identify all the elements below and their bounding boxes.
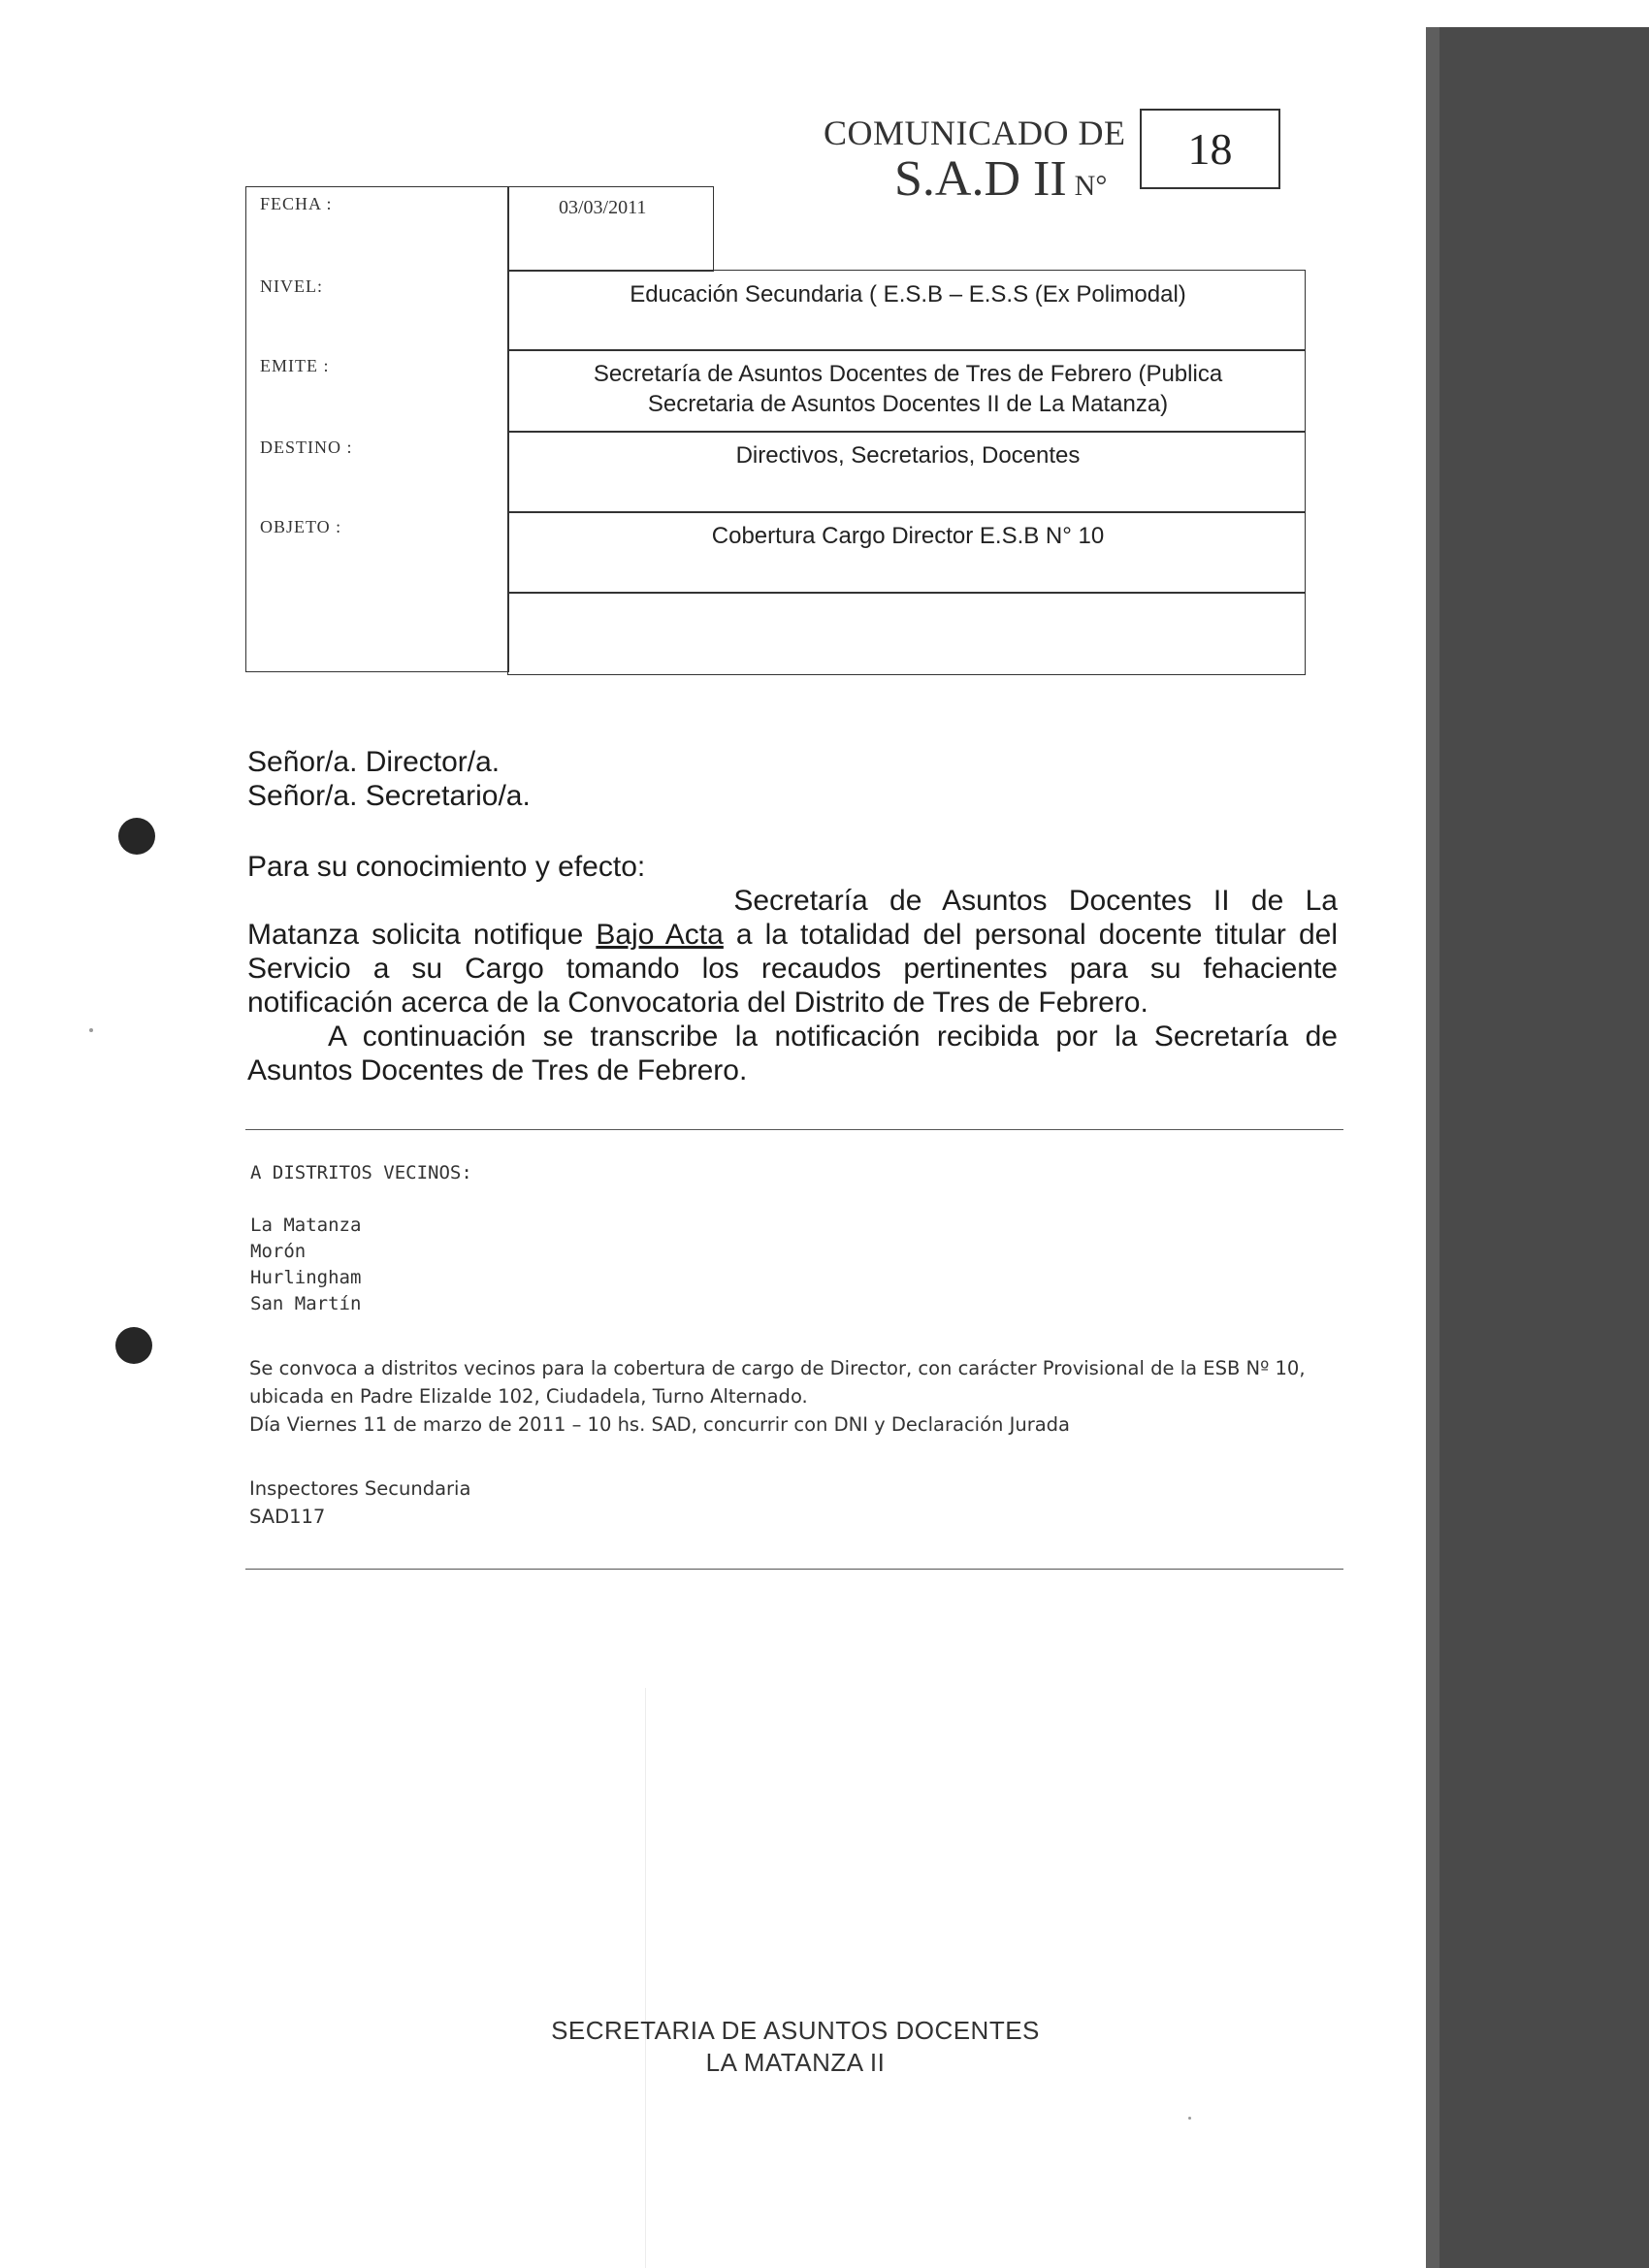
notice-heading: A DISTRITOS VECINOS: [250,1162,472,1183]
scan-dark-margin [1426,27,1649,2268]
destino-label: DESTINO : [260,437,353,457]
signature-line: SAD117 [249,1506,326,1528]
notice-signature [249,1474,1365,1531]
divider-top [245,1129,1343,1130]
notice-text: Se convoca a distritos vecinos para la cobertura de cargo de Director, con carácter Provisional de la ESB Nº 10, ubicada en Padre Elizalde 102, Ciudadela, Turno Alternado. [249,1357,1306,1408]
emite-value-line: Secretaría de Asuntos Docentes de Tres de Febrero (Publica [593,361,1223,387]
salutation-director: Señor/a. Director/a. [247,746,501,778]
notice-date: Día Viernes 11 de marzo de 2011 – 10 hs. SAD, concurrir con DNI y Declaración Jurada [249,1413,1070,1436]
intro-line: Para su conocimiento y efecto: [247,851,646,883]
sad-name: S.A.D II [894,151,1067,207]
comunicado-label: COMUNICADO DE [824,113,1126,152]
salutation-secretario: Señor/a. Secretario/a. [247,780,531,812]
paragraph2: A continuación se transcribe la notificación recibida por la Secretaría de Asuntos Docentes de Tres de Febrero. [247,1021,1338,1086]
emite-value [510,359,1306,419]
comunicado-number: 18 [1140,109,1280,189]
paragraph1-start: Matanza solicita notifique [247,919,597,951]
district-item: Hurlingham [250,1267,362,1288]
footer-signature [504,2015,1086,2079]
salutation [247,745,1338,813]
district-item: La Matanza [250,1215,362,1236]
district-item: Morón [250,1241,307,1262]
bajo-acta-underlined: Bajo Acta [596,919,724,951]
scan-speck [89,1028,93,1032]
divider-bottom [245,1569,1343,1570]
nivel-label: NIVEL: [260,276,323,296]
scan-speck [1188,2117,1191,2120]
emite-label: EMITE : [260,356,330,375]
labels-column-box [245,186,509,672]
sad-label [894,150,1107,208]
punch-hole [118,818,155,855]
punch-hole [115,1327,152,1364]
emite-value-line: Secretaria de Asuntos Docentes II de La Matanza) [647,391,1169,417]
signature-line: Inspectores Secundaria [249,1477,471,1500]
district-list [250,1213,361,1317]
nivel-value: Educación Secundaria ( E.S.B – E.S.S (Ex Polimodal) [630,281,1186,308]
footer-line: LA MATANZA II [705,2048,886,2077]
paragraph1 [247,918,1338,1020]
objeto-value: Cobertura Cargo Director E.S.B N° 10 [711,523,1105,549]
number-sign: N° [1074,170,1108,202]
scan-fold-line [645,1688,646,2268]
paragraph1-first-line: Secretaría de Asuntos Docentes II de La [733,885,1338,917]
empty-value-box [507,592,1306,675]
fecha-label: FECHA : [260,194,333,213]
fecha-value: 03/03/2011 [559,197,647,218]
footer-line: SECRETARIA DE ASUNTOS DOCENTES [551,2016,1040,2045]
district-item: San Martín [250,1293,362,1314]
destino-value: Directivos, Secretarios, Docentes [735,442,1081,469]
paragraph1-rest: a la totalidad del personal docente titular del Servicio a su Cargo tomando los recaudos pertinentes para su fehaciente notificación acerca de la Convocatoria del Distrito de Tres de Febrero. [247,919,1338,1019]
objeto-label: OBJETO : [260,517,342,536]
